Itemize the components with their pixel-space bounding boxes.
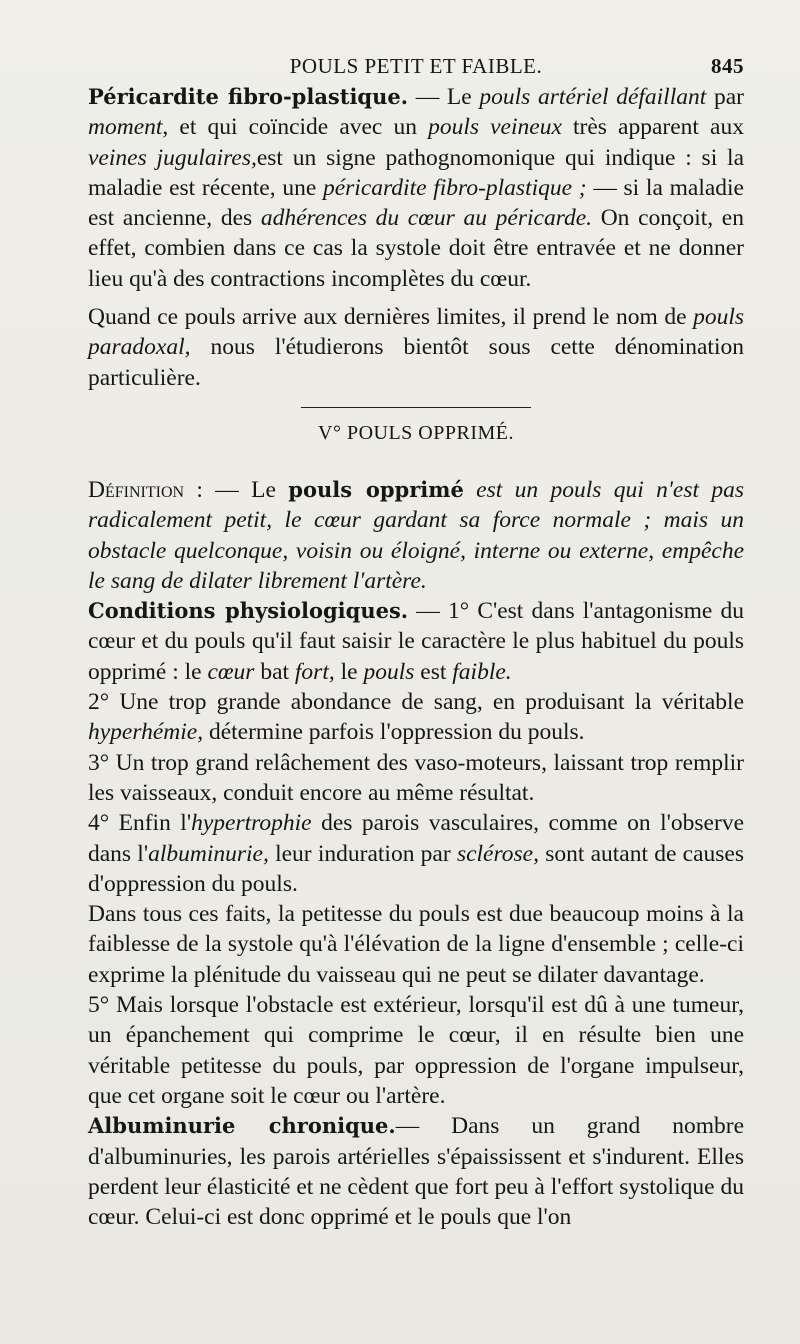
section-divider [301, 407, 531, 408]
para1-run-12: adhérences du cœur au péricarde. [260, 205, 593, 232]
cond4-run-1: hypertrophie [191, 810, 312, 837]
paragraph-pericardite [88, 82, 744, 294]
para1-run-11: — si la maladie est ancienne, des [88, 174, 744, 232]
conditions-run-2: cœur [207, 658, 255, 685]
para_dans-run-0: Dans tous ces faits, la petitesse du pouls est due beaucoup moins à la faiblesse de la systole qu'à l'élévation de la ligne d'ensemble ; celle-ci exprime la plénitude du vaisseau qui ne peut se dilater davantage. [88, 901, 744, 988]
paragraph-albuminurie [88, 1111, 744, 1232]
conditions-run-8: faible. [452, 658, 512, 685]
paragraph-condition-5 [88, 990, 744, 1111]
para1-run-9: est un signe pathognomonique qui indique : si la maladie est récente, une [88, 144, 745, 201]
para1-run-8: veines jugulaires, [88, 144, 257, 171]
definition-run-0: Définition [88, 476, 185, 503]
para1-run-1: — Le [408, 84, 480, 110]
para2-run-0: Quand ce pouls arrive aux dernières limites, il prend le nom de [88, 304, 694, 331]
cond5-run-0: 5° Mais lorsque l'obstacle est extérieur, lorsqu'il est dû à une tumeur, un épanchement qui comprime le cœur, il en résulte bien une véritable petitesse du pouls, par oppression de l'organe impulseur, que cet organe soit le cœur ou l'artère. [88, 992, 744, 1109]
page-number: 845 [711, 54, 744, 78]
conditions-run-5: le [334, 658, 364, 685]
conditions-run-0: Conditions physiologiques. [88, 598, 409, 624]
conditions-run-1: — 1° C'est dans l'antagonisme du cœur et du pouls qu'il faut saisir le caractère le plus habituel du pouls opprimé : le [88, 598, 744, 685]
cond3-run-0: 3° Un trop grand relâchement des vaso-moteurs, laissant trop remplir les vaisseaux, conduit encore au même résultat. [88, 749, 744, 806]
albuminurie-run-1: — Dans un grand nombre d'albuminuries, les parois artérielles s'épaississent et s'indurent. Elles perdent leur élasticité et ne cèdent que fort peu à l'effort systolique du cœur. Celui-ci est donc opprimé et le pouls que l'on [88, 1113, 744, 1231]
conditions-run-4: fort, [294, 658, 335, 685]
cond2-run-2: détermine parfois l'oppression du pouls. [203, 719, 585, 746]
para1-run-2: pouls artériel défaillant [479, 84, 707, 110]
section-title: V° POULS OPPRIMÉ. [318, 421, 514, 444]
cond4-run-2: des parois vasculaires, comme on l'observe dans l' [88, 810, 744, 867]
para2-run-1: pouls paradoxal, [88, 304, 744, 361]
paragraph-conditions [88, 596, 744, 687]
paragraph-definition [88, 475, 744, 596]
conditions-run-3: bat [254, 658, 295, 685]
paragraph-condition-2 [88, 687, 744, 748]
conditions-run-6: pouls [363, 658, 415, 685]
cond4-run-3: albuminurie, [148, 840, 269, 867]
page-header [88, 48, 744, 82]
para2-run-2: nous l'étudierons bientôt sous cette dénomination particulière. [88, 334, 744, 391]
para1-run-6: pouls veineux [428, 114, 562, 141]
paragraph-condition-4 [88, 808, 744, 899]
cond4-run-0: 4° Enfin l' [88, 810, 192, 837]
cond2-run-0: 2° Une trop grande abondance de sang, en produisant la véritable [88, 689, 744, 716]
cond2-run-1: hyperhémie, [88, 719, 204, 746]
para1-run-3: par [706, 84, 744, 110]
para1-run-13: On conçoit, en effet, combien dans ce cas la systole doit être entravée et ne donner lieu qu'à des contractions incomplètes du cœur. [88, 205, 744, 292]
para1-run-10: péricardite fibro-plastique ; [322, 174, 587, 201]
para1-run-4: moment [88, 114, 163, 141]
definition-run-2: pouls opprimé [288, 476, 464, 502]
para1-run-0: Péricardite fibro-plastique. [88, 84, 409, 109]
cond4-run-5: sclérose, [456, 840, 539, 867]
para1-run-5: , et qui coïncide avec un [162, 114, 429, 141]
albuminurie-run-0: Albuminurie chronique. [88, 1113, 396, 1139]
cond4-run-4: leur induration par [268, 840, 457, 867]
definition-run-3: est un pouls qui n'est pas radicalement petit, le cœur gardant sa force normale ; mais un obstacle quelconque, voisin ou éloigné, interne ou externe, empêche le sang de dilater librement l'artère. [88, 476, 744, 594]
paragraph-pouls-paradoxal [88, 302, 744, 393]
para1-run-7: très apparent aux [561, 114, 744, 141]
conditions-run-7: est [414, 658, 453, 685]
paragraph-dans-tous [88, 899, 744, 990]
running-title: POULS PETIT ET FAIBLE. [289, 54, 543, 78]
paragraph-condition-3 [88, 748, 744, 809]
definition-run-1: : — Le [184, 476, 289, 503]
cond4-run-6: sont autant de causes d'oppression du pouls. [88, 840, 745, 897]
